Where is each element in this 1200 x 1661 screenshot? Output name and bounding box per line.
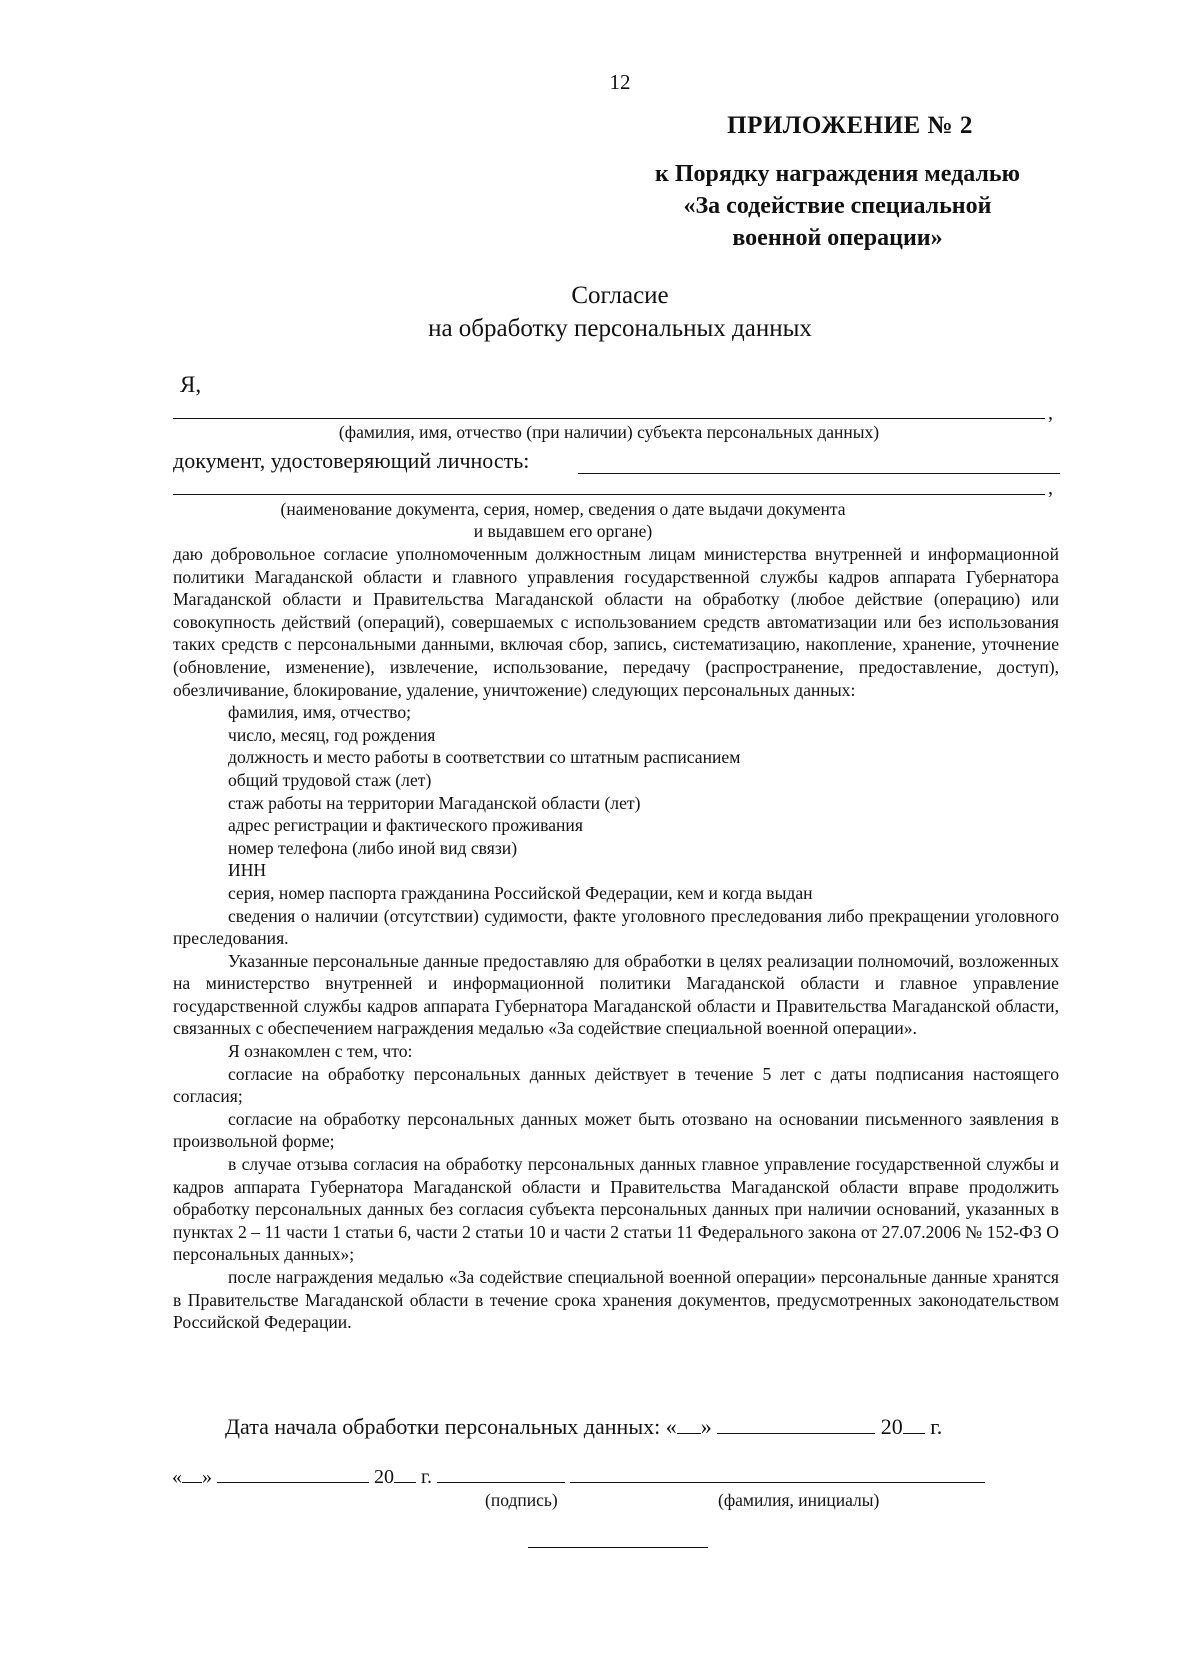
name-initials-label: (фамилия, инициалы) xyxy=(718,1490,880,1510)
fullname-fill-line xyxy=(173,418,1045,419)
sign-year-suffix: г. xyxy=(421,1466,432,1488)
identity-doc-comma: , xyxy=(1048,477,1053,499)
personal-data-list xyxy=(173,701,1059,950)
list-item: общий трудовой стаж (лет) xyxy=(228,769,432,790)
list-item: фамилия, имя, отчество; xyxy=(228,702,411,723)
fullname-caption: (фамилия, имя, отчество (при наличии) субъекта персональных данных) xyxy=(338,422,880,442)
date-open-quote: « xyxy=(665,1414,677,1439)
date-close-quote: » xyxy=(700,1414,712,1439)
identity-doc-caption-2: и выдавшем его органе) xyxy=(473,521,653,541)
processing-start-date xyxy=(225,1414,942,1440)
document-subtitle: на обработку персональных данных xyxy=(428,315,812,342)
consent-paragraph: даю добровольное согласие уполномоченным должностным лицам министерства внутренней и информационной политики Магаданской области и главного управления государственной службы кадров аппарата Губернатора Магаданской области и Правительства Магаданской области на обработку (любое действие (операцию) или совокупность действий (операций), совершаемых с использованием средств автоматизации или без использования таких средств с персональными данными, включая сбор, запись, систематизацию, накопление, хранение, уточнение (обновление, изменение), извлечение, использование, передачу (распространение, предоставление, доступ), обезличивание, блокирование, удаление, уничтожение) следующих персональных данных: xyxy=(173,544,1059,700)
acknowledged-item: после награждения медалью «За содействие специальной военной операции» персональные данные хранятся в Правительстве Магаданской области в течение срока хранения документов, предусмотренных законодательством Российской Федерации. xyxy=(173,1267,1059,1333)
signature-blank xyxy=(437,1464,565,1483)
page-number: 12 xyxy=(609,70,631,94)
sign-close-quote: » xyxy=(202,1466,212,1488)
appendix-subtitle-line: к Порядку награждения медалью xyxy=(655,161,1020,187)
appendix-subtitle-line: военной операции» xyxy=(732,225,943,251)
day-blank xyxy=(677,1415,701,1434)
year-prefix: 20 xyxy=(880,1414,903,1439)
list-item: должность и место работы в соответствии со штатным расписанием xyxy=(228,747,741,768)
fullname-comma: , xyxy=(1048,402,1053,424)
sign-year-prefix: 20 xyxy=(374,1466,394,1488)
list-item: ИНН xyxy=(228,860,267,881)
month-blank xyxy=(717,1415,875,1434)
identity-doc-fill-line xyxy=(578,473,1060,474)
appendix-title: ПРИЛОЖЕНИЕ № 2 xyxy=(727,112,973,139)
list-item: сведения о наличии (отсутствии) судимости, факте уголовного преследования либо прекращении уголовного преследования. xyxy=(173,905,1059,949)
processing-start-label: Дата начала обработки персональных данных: xyxy=(225,1414,661,1439)
list-item: стаж работы на территории Магаданской области (лет) xyxy=(228,792,641,813)
acknowledged-item: в случае отзыва согласия на обработку персональных данных главное управление государственной службы и кадров аппарата Губернатора Магаданской области и Правительства Магаданской области вправе продолжить обработку персональных данных без согласия субъекта персональных данных при наличии оснований, указанных в пунктах 2 – 11 части 1 статьи 6, части 2 статьи 10 и части 2 статьи 11 Федерального закона от 27.07.2006 № 152-ФЗ О персональных данных»; xyxy=(173,1154,1059,1265)
sign-open-quote: « xyxy=(172,1466,182,1488)
sign-year-blank xyxy=(394,1464,416,1483)
purpose-paragraph: Указанные персональные данные предоставляю для обработки в целях реализации полномочий, возложенных на министерство внутренней и информационной политики Магаданской области и главное управление государственной службы кадров аппарата Губернатора Магаданской области и Правительства Магаданской области, связанных с обеспечением награждения медалью «За содействие специальной военной операции». xyxy=(173,950,1059,1039)
list-item: число, месяц, год рождения xyxy=(228,724,436,745)
identity-doc-fill-line-2 xyxy=(173,494,1045,495)
list-item: адрес регистрации и фактического проживания xyxy=(228,815,583,836)
appendix-subtitle xyxy=(600,158,1075,254)
list-item: серия, номер паспорта гражданина Российской Федерации, кем и когда выдан xyxy=(228,882,813,903)
appendix-subtitle-line: «За содействие специальной xyxy=(683,193,992,219)
document-title: Согласие xyxy=(571,282,669,309)
acknowledged-item: согласие на обработку персональных данных может быть отозвано на основании письменного заявления в произвольной форме; xyxy=(173,1108,1059,1152)
subject-prefix: Я, xyxy=(180,372,202,397)
identity-doc-caption-1: (наименование документа, серия, номер, сведения о дате выдачи документа xyxy=(280,499,846,519)
signature-label: (подпись) xyxy=(485,1490,558,1510)
year-blank xyxy=(903,1415,925,1434)
sign-day-blank xyxy=(182,1464,202,1483)
signature-row xyxy=(172,1464,985,1489)
acknowledged-intro: Я ознакомлен с тем, что: xyxy=(228,1041,413,1062)
identity-doc-label: документ, удостоверяющий личность: xyxy=(173,448,530,473)
acknowledged-item: согласие на обработку персональных данных действует в течение 5 лет с даты подписания настоящего согласия; xyxy=(173,1063,1059,1107)
list-item: номер телефона (либо иной вид связи) xyxy=(228,837,518,858)
closing-rule xyxy=(528,1547,708,1548)
consent-body xyxy=(173,543,1059,1334)
year-suffix: г. xyxy=(930,1414,943,1439)
name-initials-blank xyxy=(570,1464,985,1483)
sign-month-blank xyxy=(217,1464,369,1483)
